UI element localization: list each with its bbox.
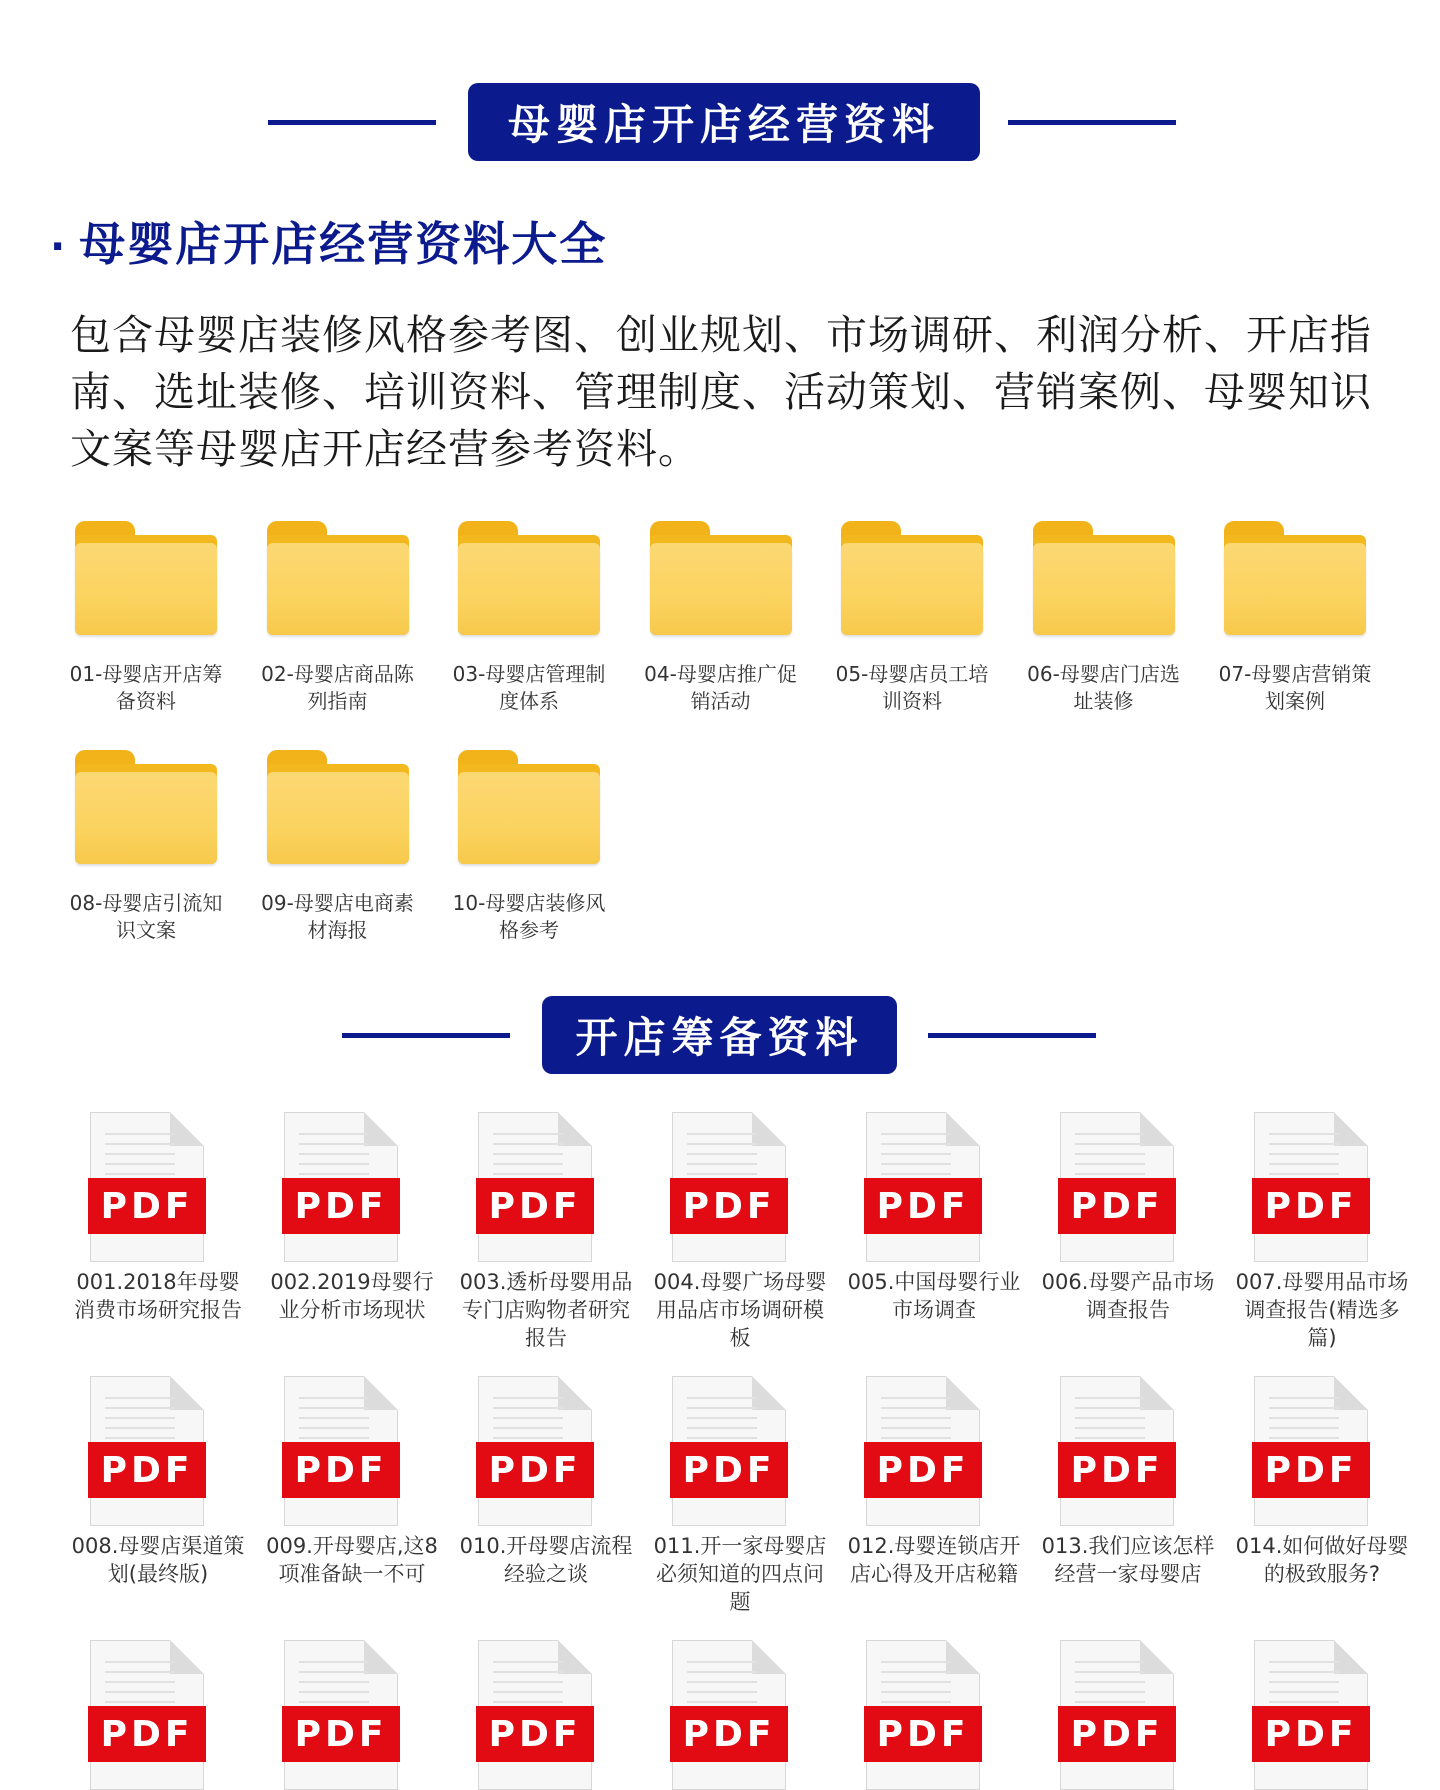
- folder-icon: [1224, 513, 1366, 635]
- pdf-file-label: 004.母婴广场母婴用品店市场调研模板: [653, 1270, 827, 1350]
- banner-line-right: [1008, 120, 1176, 125]
- pdf-badge: PDF: [670, 1442, 788, 1498]
- pdf-badge: PDF: [88, 1442, 206, 1498]
- pdf-file-label: 009.开母婴店,这8项准备缺一不可: [266, 1534, 438, 1586]
- section-title: [50, 208, 607, 274]
- bullet-dot-icon: ·: [50, 224, 68, 270]
- pdf-grid: [68, 1098, 1409, 1755]
- banner-title: 母婴店开店经营资料: [468, 83, 980, 161]
- pdf-badge: PDF: [864, 1706, 982, 1762]
- pdf-file-label: 007.母婴用品市场调查报告(精选多篇): [1235, 1270, 1409, 1350]
- pdf-file-label: 002.2019母婴行业分析市场现状: [270, 1270, 434, 1322]
- folder-icon: [650, 513, 792, 635]
- folder-label: 01-母婴店开店筹备资料: [69, 662, 223, 713]
- banner-header: [0, 83, 1440, 161]
- pdf-badge: PDF: [1252, 1442, 1370, 1498]
- banner-line-left: [268, 120, 436, 125]
- pdf-badge: PDF: [1058, 1178, 1176, 1234]
- folder-icon: [267, 513, 409, 635]
- pdf-badge: PDF: [282, 1178, 400, 1234]
- pdf-file-label: 010.开母婴店流程经验之谈: [459, 1534, 633, 1586]
- pdf-badge: PDF: [670, 1178, 788, 1234]
- pdf-badge: PDF: [864, 1178, 982, 1234]
- pdf-file-label: 006.母婴产品市场调查报告: [1041, 1270, 1215, 1322]
- section-description: 包含母婴店装修风格参考图、创业规划、市场调研、利润分析、开店指南、选址装修、培训资料、管理制度、活动策划、营销案例、母婴知识文案等母婴店开店经营参考资料。: [70, 311, 1372, 473]
- folder-icon: [75, 513, 217, 635]
- pdf-badge: PDF: [476, 1178, 594, 1234]
- pdf-badge: PDF: [282, 1706, 400, 1762]
- folder-icon: [75, 742, 217, 864]
- folder-label: 03-母婴店管理制度体系: [452, 662, 606, 713]
- pdf-badge: PDF: [1058, 1442, 1176, 1498]
- pdf-file-label: 011.开一家母婴店必须知道的四点问题: [653, 1534, 827, 1614]
- folder-label: 06-母婴店门店选址装修: [1027, 662, 1180, 713]
- folder-icon: [267, 742, 409, 864]
- folder-label: 08-母婴店引流知识文案: [69, 891, 223, 942]
- pdf-file-label: 012.母婴连锁店开店心得及开店秘籍: [847, 1534, 1021, 1586]
- pdf-badge: PDF: [1252, 1706, 1370, 1762]
- folder-icon: [841, 513, 983, 635]
- folder-panel: [68, 513, 1376, 948]
- pdf-file-label: 008.母婴店渠道策划(最终版): [71, 1534, 245, 1586]
- pdf-badge: PDF: [476, 1442, 594, 1498]
- pdf-badge: PDF: [282, 1442, 400, 1498]
- banner-subtitle: 开店筹备资料: [542, 996, 897, 1074]
- folder-label: 10-母婴店装修风格参考: [452, 891, 606, 942]
- folder-label: 05-母婴店员工培训资料: [835, 662, 989, 713]
- pdf-file-label: 001.2018年母婴消费市场研究报告: [74, 1270, 242, 1322]
- pdf-badge: PDF: [864, 1442, 982, 1498]
- pdf-badge: PDF: [670, 1706, 788, 1762]
- section-title-text: 母婴店开店经营资料大全: [79, 217, 608, 271]
- folder-label: 04-母婴店推广促销活动: [644, 662, 797, 713]
- pdf-badge: PDF: [1252, 1178, 1370, 1234]
- folder-label: 07-母婴店营销策划案例: [1218, 662, 1372, 713]
- pdf-badge: PDF: [88, 1706, 206, 1762]
- folder-label: 02-母婴店商品陈列指南: [261, 662, 414, 713]
- pdf-badge: PDF: [88, 1178, 206, 1234]
- banner-subheader: [0, 996, 1440, 1074]
- pdf-file-label: 003.透析母婴用品专门店购物者研究报告: [459, 1270, 633, 1350]
- folder-label: 09-母婴店电商素材海报: [261, 891, 414, 942]
- banner-line-left: [342, 1033, 510, 1038]
- folder-icon: [458, 513, 600, 635]
- pdf-file-label: 014.如何做好母婴的极致服务?: [1235, 1534, 1409, 1586]
- pdf-file-label: 013.我们应该怎样经营一家母婴店: [1041, 1534, 1215, 1586]
- folder-icon: [1033, 513, 1175, 635]
- folder-icon: [458, 742, 600, 864]
- pdf-badge: PDF: [1058, 1706, 1176, 1762]
- banner-line-right: [928, 1033, 1096, 1038]
- pdf-file-label: 005.中国母婴行业市场调查: [847, 1270, 1021, 1322]
- pdf-badge: PDF: [476, 1706, 594, 1762]
